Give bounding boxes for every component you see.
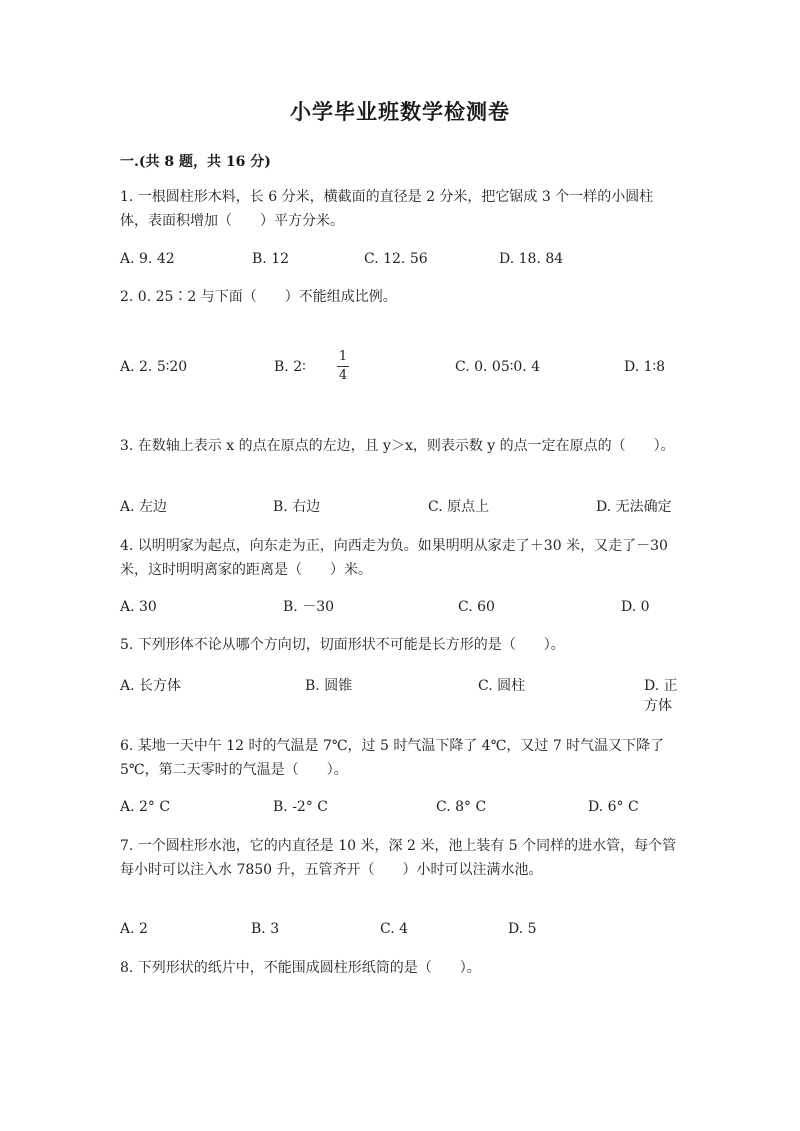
question-3-option-b: B. 右边: [273, 499, 321, 515]
question-7-option-d: D. 5: [508, 921, 537, 937]
question-1-option-a: A. 9. 42: [120, 251, 175, 267]
question-2-option-b: B. 2∶: [274, 359, 306, 375]
question-1-option-b: B. 12: [252, 251, 290, 267]
section-heading: 一.(共 8 题，共 16 分): [120, 154, 271, 170]
question-2-stem: 2. 0. 25∶2 与下面（ ）不能组成比例。: [120, 289, 397, 305]
question-7-option-b: B. 3: [251, 921, 280, 937]
question-5-option-d: [120, 676, 680, 716]
question-3-stem: 3. 在数轴上表示 x 的点在原点的左边，且 y＞x，则表示数 y 的点一定在原点的（ ）。: [120, 438, 675, 454]
question-5-stem: 5. 下列形体不论从哪个方向切，切面形状不可能是长方形的是（ ）。: [120, 637, 565, 653]
question-1-option-d: D. 18. 84: [499, 251, 564, 267]
question-7-stem: 7. 一个圆柱形水池，它的内直径是 10 米，深 2 米，池上装有 5 个同样的进水管，每个管每小时可以注入水 7850 升，五管齐开（ ）小时可以注满水池。: [120, 838, 677, 878]
question-4-option-b: B. －30: [283, 599, 335, 615]
exam-title: 小学毕业班数学检测卷: [290, 99, 510, 124]
question-8-stem: 8. 下列形状的纸片中，不能围成圆柱形纸筒的是（ ）。: [120, 960, 481, 976]
question-6-option-b: B. -2° C: [273, 799, 328, 815]
question-6-option-a: A. 2° C: [120, 799, 171, 815]
question-6-stem: 6. 某地一天中午 12 时的气温是 7℃，过 5 时气温下降了 4℃，又过 7 时气温又下降了 5℃，第二天零时的气温是（ ）。: [120, 738, 665, 778]
question-2-option-c: C. 0. 05∶0. 4: [455, 359, 541, 375]
fraction-bar: [337, 366, 349, 367]
question-4-option-d: D. 0: [621, 599, 650, 615]
question-6-option-d: D. 6° C: [588, 799, 639, 815]
question-5-option-a: A. 长方体: [120, 678, 182, 694]
question-4-stem: 4. 以明明家为起点，向东走为正，向西走为负。如果明明从家走了＋30 米，又走了－30 米，这时明明离家的距离是（ ）米。: [120, 538, 668, 578]
question-4-option-a: A. 30: [120, 599, 157, 615]
question-2-option-d: D. 1∶8: [624, 359, 666, 375]
question-3-option-c: C. 原点上: [428, 499, 490, 515]
question-2-fraction: [336, 350, 350, 383]
question-2-option-a: A. 2. 5∶20: [120, 359, 188, 375]
question-1-stem: 1. 一根圆柱形木料，长 6 分米，横截面的直径是 2 分米，把它锯成 3 个一样的小圆柱体，表面积增加（ ）平方分米。: [120, 189, 654, 229]
question-7-option-c: C. 4: [380, 921, 409, 937]
question-6-option-c: C. 8° C: [436, 799, 487, 815]
question-3-option-a: A. 左边: [120, 499, 168, 515]
question-5-option-d-label: D. 正方体: [644, 678, 678, 714]
question-7-option-a: A. 2: [120, 921, 148, 937]
question-1-option-c: C. 12. 56: [364, 251, 428, 267]
fraction-denominator: 4: [338, 368, 348, 383]
fraction-numerator: 1: [338, 349, 348, 364]
question-5-option-b: B. 圆锥: [305, 678, 353, 694]
question-5-option-c: C. 圆柱: [478, 678, 526, 694]
question-3-option-d: D. 无法确定: [596, 499, 672, 515]
question-4-option-c: C. 60: [458, 599, 495, 615]
